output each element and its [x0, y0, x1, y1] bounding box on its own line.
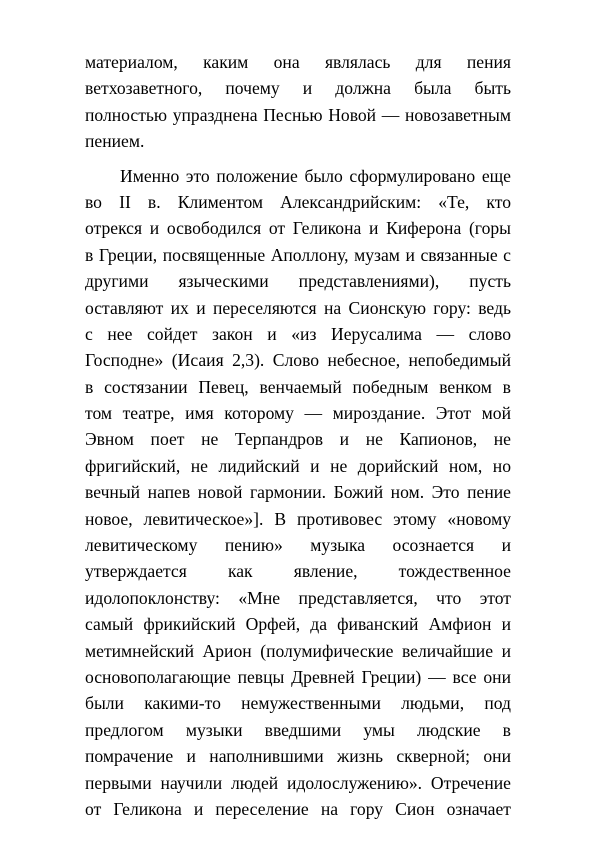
text-line: вечный напев новой гармонии. Божий ном. Это пение: [85, 482, 511, 503]
text-line: материалом, каким она являлась для пения: [85, 52, 511, 72]
paragraph-gap: [85, 155, 511, 163]
text-line: новое, левитическое»]. В противовес этому «новому: [85, 508, 511, 529]
text-line: полностью упразднена Песнью Новой — новозаветным: [85, 104, 511, 125]
text-line: метимнейский Арион (полумифические величайшие и: [85, 640, 511, 661]
text-line: во II в. Климентом Александрийским: «Те, кто: [85, 191, 511, 212]
text-line: Эвном поет не Терпандров и не Капионов, не: [85, 429, 511, 450]
text-line: ветхозаветного, почему и должна была быть: [85, 78, 511, 99]
body-text: [85, 49, 511, 822]
text-line: помрачение и наполнившими жизнь скверной; они: [85, 746, 511, 767]
text-line: отрекся и освободился от Геликона и Киферона (горы: [85, 218, 511, 239]
text-line: с нее сойдет закон и «из Иерусалима — слово: [85, 323, 511, 344]
text-line: идолопоклонству: «Мне представляется, что этот: [85, 587, 511, 608]
text-line: первыми научили людей идолослужению». Отречение: [85, 772, 511, 793]
text-line: в состязании Певец, венчаемый победным венком в: [85, 376, 511, 397]
text-line: левитическому пению» музыка осознается и: [85, 535, 511, 556]
text-line: Господне» (Исаия 2,3). Слово небесное, непобедимый: [85, 350, 511, 371]
text-line: в Греции, посвященные Аполлону, музам и связанные с: [85, 244, 511, 265]
text-line: были какими-то немужественными людьми, под: [85, 693, 511, 714]
text-line: от Геликона и переселение на гору Сион означает: [85, 798, 511, 819]
paragraph-2: [85, 163, 511, 823]
paragraph-1: [85, 49, 511, 155]
text-line: Именно это положение было сформулировано еще: [120, 165, 511, 186]
text-line: утверждается как явление, тождественное: [85, 561, 511, 582]
text-line: пением.: [85, 131, 145, 152]
text-line: фригийский, не лидийский и не дорийский ном, но: [85, 455, 511, 476]
text-line: самый фрикийский Орфей, да фиванский Амфион и: [85, 614, 511, 635]
text-line: том театре, имя которому — мироздание. Этот мой: [85, 403, 511, 424]
text-line: предлогом музыки введшими умы людские в: [85, 719, 511, 740]
text-line: другими языческими представлениями), пусть: [85, 271, 511, 292]
text-line: основополагающие певцы Древней Греции) — все они: [85, 666, 511, 687]
text-line: оставляют их и переселяются на Сионскую гору: ведь: [85, 297, 511, 318]
